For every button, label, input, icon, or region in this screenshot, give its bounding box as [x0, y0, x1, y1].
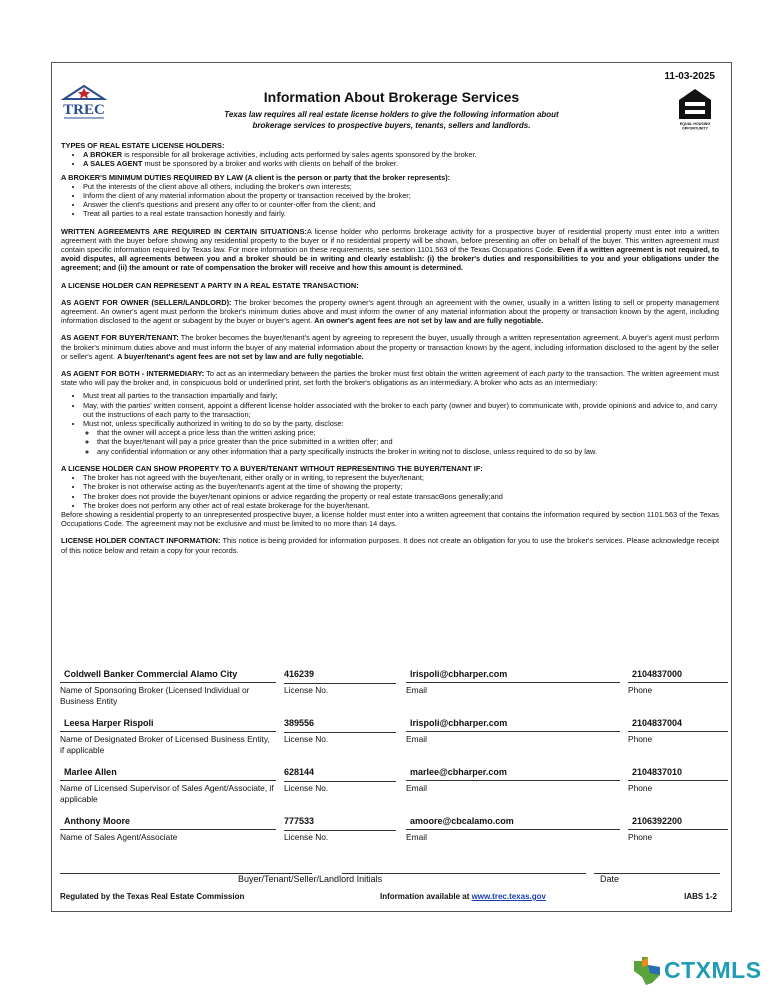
svg-text:EQUAL HOUSING: EQUAL HOUSING: [679, 122, 711, 126]
supervisor-phone[interactable]: 2104837010: [628, 765, 728, 781]
list-item: • May, with the parties' written consent, appoint a different license holder associated with the broker to each party (owner and buyer) to communicate with, provide opinions and advice to, and carry out the instructions of each party to the transaction;: [83, 401, 719, 419]
field-label: Email: [406, 734, 427, 744]
section-heading-types: TYPES OF REAL ESTATE LICENSE HOLDERS:: [61, 141, 225, 150]
disclose-sublist: [83, 428, 719, 456]
sales-agent-name[interactable]: Anthony Moore: [60, 814, 276, 830]
list-item: • Put the interests of the client above all others, including the broker's own interests;: [83, 182, 719, 191]
list-item: • Inform the client of any material information about the property or transaction received by the broker;: [83, 191, 719, 200]
list-item: • The broker does not provide the buyer/tenant opinions or advice regarding the property or real estate transacΘons generally;and: [83, 492, 719, 501]
show-list: [61, 473, 719, 510]
form-date: 11-03-2025: [664, 71, 715, 82]
sponsoring-broker-email[interactable]: lrispoli@cbharper.com: [406, 667, 620, 683]
field-label: Email: [406, 783, 427, 793]
field-label: Phone: [628, 783, 653, 793]
list-item: • The broker has not agreed with the buyer/tenant, either orally or in writing, to represent the buyer/tenant;: [83, 473, 719, 482]
sponsoring-broker-phone[interactable]: 2104837000: [628, 667, 728, 683]
initials-label: Buyer/Tenant/Seller/Landlord Initials: [238, 874, 383, 884]
list-item: • Answer the client's questions and present any offer to or counter-offer from the client; and: [83, 200, 719, 209]
supervisor-license[interactable]: 628144: [284, 765, 396, 782]
field-label: Name of Licensed Supervisor of Sales Agent/Associate, if applicable: [60, 783, 274, 804]
designated-broker-name[interactable]: Leesa Harper Rispoli: [60, 716, 276, 732]
field-label: Phone: [628, 685, 653, 695]
svg-text:OPPORTUNITY: OPPORTUNITY: [682, 126, 708, 131]
contact-row-sponsoring-broker: [60, 667, 723, 716]
section-heading-represent: A LICENSE HOLDER CAN REPRESENT A PARTY IN A REAL ESTATE TRANSACTION:: [61, 280, 359, 290]
written-agreements-paragraph: WRITTEN AGREEMENTS ARE REQUIRED IN CERTAIN SITUATIONS:A license holder who performs brokerage activity for a prospective buyer of residential property must enter into a written agreement with the buyer before showing any residential property to the buyer or if no residential property will be shown, before presenting an offer on behalf of the buyer. This written agreement must contain specific information required by Texas law. For more information on these requirements, see section 1101.563 of the Texas Occupations Code. Even if a written agreement is not required, to avoid disputes, all agreements between you and a broker should be in writing and clearly establish: (i) the broker's duties and responsibilities to you and your obligations under the agreement; and (ii) the amount or rate of compensation the broker will receive and how this amount is determined.: [61, 226, 720, 273]
field-label: Name of Designated Broker of Licensed Business Entity, if applicable: [60, 734, 270, 755]
section-heading-duties: A BROKER'S MINIMUM DUTIES REQUIRED BY LAW (A client is the person or party that the broker represents):: [61, 172, 451, 182]
sponsoring-broker-license[interactable]: 416239: [284, 667, 396, 684]
sponsoring-broker-name[interactable]: Coldwell Banker Commercial Alamo City: [60, 667, 276, 683]
regulated-by-text: Regulated by the Texas Real Estate Commission: [60, 892, 245, 901]
field-label: License No.: [284, 734, 329, 744]
list-item: • Treat all parties to a real estate transaction honestly and fairly.: [83, 209, 719, 218]
intermediary-list: [61, 391, 719, 455]
trec-logo-text: TREC: [63, 102, 105, 118]
field-label: Phone: [628, 832, 653, 842]
contact-info-paragraph: LICENSE HOLDER CONTACT INFORMATION: This notice is being provided for information purposes. It does not create an obligation for you to use the broker's services. Please acknowledge receipt of this notice below and retain a copy for your records.: [61, 536, 719, 555]
texas-map-icon: [632, 955, 662, 987]
list-item: • Must not, unless specifically authorized in writing to do so by the party, disclose: ◦ that the owner will accept a price less than the written asking price; ◦ that the buyer/tenant will pay a price greater than the price submitted in a written offer; and ◦ any confidential information or any other information that a party specifically instructs the broker in writing not to disclose, unless required to do so by law.: [83, 419, 719, 456]
field-label: Email: [406, 685, 427, 695]
field-label: License No.: [284, 832, 329, 842]
field-label: License No.: [284, 783, 329, 793]
trec-website-link[interactable]: www.trec.texas.gov: [471, 892, 546, 901]
info-available-text: Information available at www.trec.texas.gov: [380, 892, 546, 901]
field-label: Phone: [628, 734, 653, 744]
list-item: • A SALES AGENT must be sponsored by a broker and works with clients on behalf of the broker.: [83, 159, 719, 168]
designated-broker-phone[interactable]: 2104837004: [628, 716, 728, 732]
list-item: • A BROKER is responsible for all brokerage activities, including acts performed by sales agents sponsored by the broker.: [83, 150, 719, 159]
agent-for-owner-paragraph: AS AGENT FOR OWNER (SELLER/LANDLORD): The broker becomes the property owner's agent through an agreement with the owner, usually in a written listing to sell or property management agreement. An owner's agent must perform the broker's minimum duties above and must inform the owner of any material information about the property or transaction known by the agent, including information disclosed to the agent or subagent by the buyer or buyer's agent. An owner's agent fees are not set by law and are fully negotiable.: [61, 297, 719, 326]
duties-list: [61, 182, 719, 219]
list-item: • The broker does not perform any other act of real estate brokerage for the buyer/tenant.: [83, 501, 719, 510]
contact-row-designated-broker: [60, 716, 723, 765]
designated-broker-license[interactable]: 389556: [284, 716, 396, 733]
designated-broker-email[interactable]: lrispoli@cbharper.com: [406, 716, 620, 732]
field-label: Name of Sponsoring Broker (Licensed Individual or Business Entity: [60, 685, 250, 706]
list-item: ◦ any confidential information or any other information that a party specifically instructs the broker in writing not to disclose, unless required to do so by law.: [97, 447, 719, 456]
list-item: • Must treat all parties to the transaction impartially and fairly;: [83, 391, 719, 400]
sales-agent-license[interactable]: 777533: [284, 814, 396, 831]
page-subtitle: Texas law requires all real estate license holders to give the following information about brokerage services to prospective buyers, tenants, sellers and landlords.: [224, 110, 559, 130]
list-item: • The broker is not otherwise acting as the buyer/tenant's agent at the time of showing the property;: [83, 482, 719, 491]
sales-agent-email[interactable]: amoore@cbcalamo.com: [406, 814, 620, 830]
list-item: ◦ that the buyer/tenant will pay a price greater than the price submitted in a written offer; and: [97, 437, 719, 446]
supervisor-email[interactable]: marlee@cbharper.com: [406, 765, 620, 781]
types-list: [61, 150, 719, 168]
agent-for-buyer-paragraph: AS AGENT FOR BUYER/TENANT: The broker becomes the buyer/tenant's agent by agreeing to represent the buyer, usually through a written representation agreement. A buyer's agent must perform the broker's minimum duties above and must inform the buyer of any material information about the property or transaction known by the agent, including information disclosed to the agent by the seller or seller's agent. A buyer/tenant's agent fees are not set by law and are fully negotiable.: [61, 333, 720, 361]
field-label: License No.: [284, 685, 329, 695]
date-label: Date: [600, 874, 620, 884]
ctxmls-brand: CTXMLS: [664, 957, 762, 983]
show-after-paragraph: Before showing a residential property to an unrepresented prospective buyer, a license holder must enter into a written agreement that contains the information required by section 1101.563 of the Texas Occupations Code. The agreement may not be exclusive and must be limited to no more than 14 days.: [61, 509, 719, 529]
form-id: IABS 1-2: [684, 892, 717, 901]
section-heading-show: A LICENSE HOLDER CAN SHOW PROPERTY TO A BUYER/TENANT WITHOUT REPRESENTING THE BUYER/TENANT IF:: [61, 463, 483, 473]
contact-row-sales-agent: [60, 814, 723, 863]
supervisor-name[interactable]: Marlee Allen: [60, 765, 276, 781]
page-title: Information About Brokerage Services: [263, 89, 520, 105]
sales-agent-phone[interactable]: 2106392200: [628, 814, 728, 830]
document-body: [61, 141, 719, 555]
ctxmls-watermark: [632, 955, 762, 989]
document-frame: [51, 62, 732, 912]
field-label: Name of Sales Agent/Associate: [60, 832, 178, 842]
list-item: ◦ that the owner will accept a price less than the written asking price;: [97, 428, 719, 437]
field-label: Email: [406, 832, 427, 842]
contact-row-supervisor: [60, 765, 723, 814]
intermediary-paragraph: AS AGENT FOR BOTH - INTERMEDIARY: To act as an intermediary between the parties the broker must first obtain the written agreement of each party to the transaction. The written agreement must state who will pay the broker and, in conspicuous bold or underlined print, set forth the broker's obligations as an intermediary. A broker who acts as an intermediary:: [61, 369, 720, 388]
contacts-table: [60, 667, 723, 863]
